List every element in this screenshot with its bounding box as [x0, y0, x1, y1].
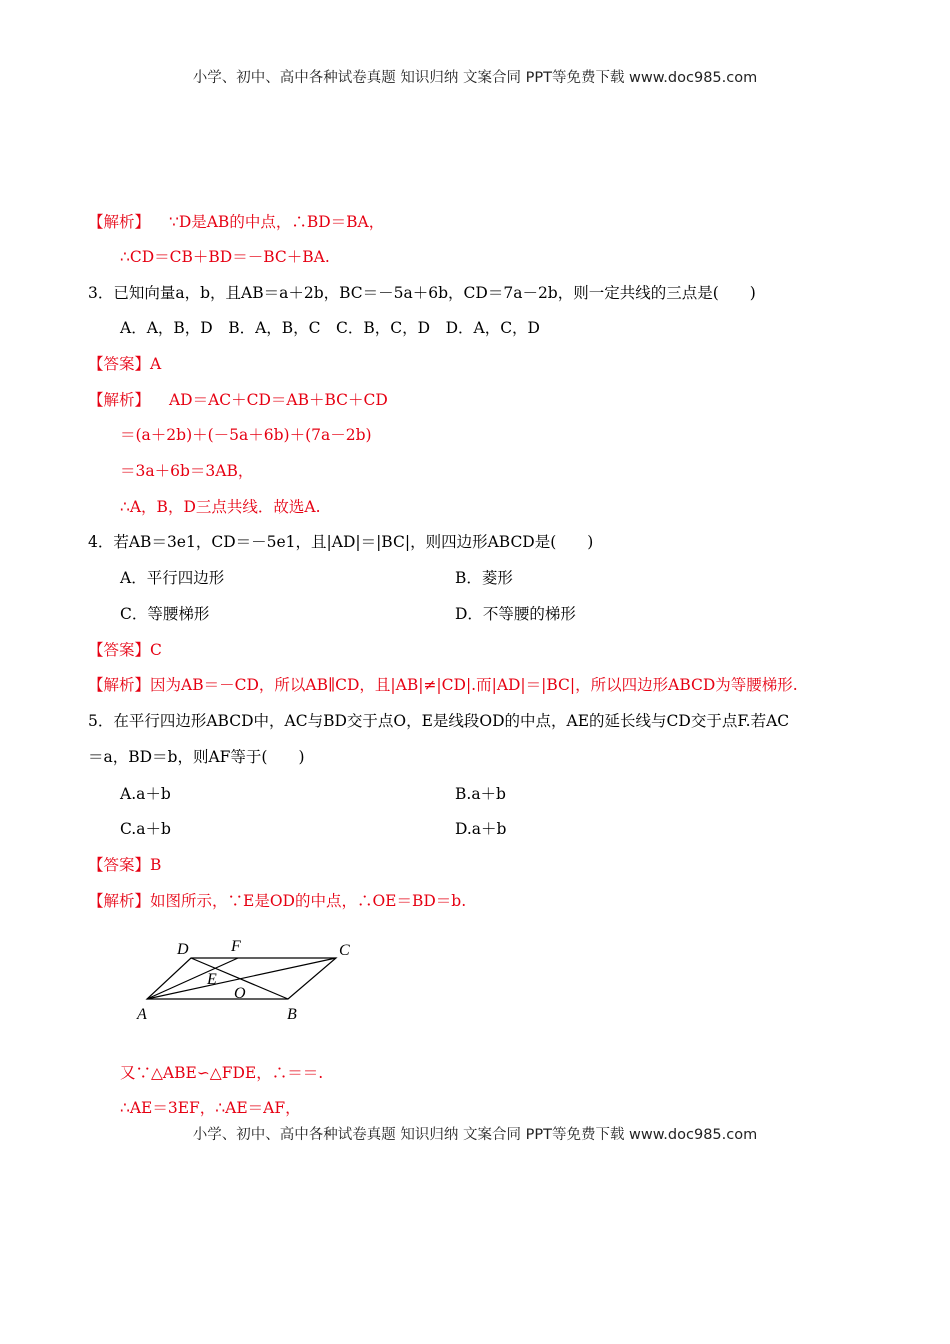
q5-answer [88, 855, 161, 875]
label-f: F [231, 938, 241, 955]
q5-option-c: C.a＋b [120, 820, 171, 838]
q5-option-d: D.a＋b [455, 820, 507, 838]
analysis-label: 【解析】 [88, 676, 151, 694]
q5-analysis-line2: 又∵△ABE∽△FDE，∴＝＝. [120, 1064, 324, 1082]
q4-option-c: C．等腰梯形 [120, 605, 210, 623]
q4-option-b: B．菱形 [455, 569, 513, 587]
q3-analysis-line4: ∴A，B，D三点共线．故选A. [120, 498, 321, 516]
q2-analysis-line2: ∴CD＝CB＋BD＝－BC＋BA. [120, 248, 330, 266]
q5-option-a: A.a＋b [120, 785, 171, 803]
parallelogram-figure [130, 930, 370, 1025]
analysis-label: 【解析】 [88, 892, 151, 910]
q4-stem: 4．若AB＝3e1，CD＝－5e1，且|AD|＝|BC|，则四边形ABCD是( ) [88, 533, 594, 551]
q2-analysis [88, 212, 384, 232]
q3-answer-value: A [150, 355, 162, 373]
q3-analysis-line2: ＝(a＋2b)＋(－5a＋6b)＋(7a－2b) [120, 426, 372, 444]
analysis-label: 【解析】 [88, 213, 151, 231]
answer-label: 【答案】 [88, 856, 151, 874]
q5-stem-line2: ＝a，BD＝b，则AF等于( ) [88, 748, 305, 766]
q2-analysis-line1: ∵D是AB的中点，∴BD＝BA， [168, 213, 385, 231]
q5-answer-value: B [150, 856, 162, 874]
q5-analysis [88, 891, 466, 911]
q5-analysis-line1: 如图所示，∵E是OD的中点，∴OE＝BD＝b. [150, 892, 467, 910]
q3-analysis-line1: AD＝AC＋CD＝AB＋BC＋CD [168, 391, 388, 409]
q4-option-a: A．平行四边形 [120, 569, 225, 587]
label-e: E [207, 971, 217, 988]
q4-analysis-line1: 因为AB＝－CD，所以AB∥CD，且|AB|≠|CD|.而|AD|＝|BC|，所以四边形ABCD为等腰梯形. [150, 676, 798, 694]
answer-label: 【答案】 [88, 355, 151, 373]
q5-stem-line1: 5．在平行四边形ABCD中，AC与BD交于点O，E是线段OD的中点，AE的延长线与CD交于点F.若AC [88, 712, 790, 730]
q3-analysis-line3: ＝3a＋6b＝3AB， [120, 462, 254, 480]
q3-answer [88, 354, 161, 374]
label-c: C [339, 942, 350, 959]
q4-analysis [88, 675, 798, 695]
q5-analysis-line3: ∴AE＝3EF，∴AE＝AF， [120, 1099, 301, 1117]
page-header: 小学、初中、高中各种试卷真题 知识归纳 文案合同 PPT等免费下载 www.doc985.com [192, 70, 758, 86]
label-o: O [234, 985, 246, 1002]
label-b: B [287, 1006, 297, 1023]
q3-stem: 3．已知向量a，b，且AB＝a＋2b，BC＝－5a＋6b，CD＝7a－2b，则一定共线的三点是( ) [88, 284, 756, 302]
page-footer: 小学、初中、高中各种试卷真题 知识归纳 文案合同 PPT等免费下载 www.doc985.com [192, 1127, 758, 1143]
q4-option-d: D．不等腰的梯形 [455, 605, 576, 623]
analysis-label: 【解析】 [88, 391, 151, 409]
q4-answer [88, 640, 162, 660]
q4-answer-value: C [150, 641, 162, 659]
q5-option-b: B.a＋b [455, 785, 506, 803]
q3-options: A．A，B，D B．A，B，C C．B，C，D D．A，C，D [120, 319, 540, 337]
answer-label: 【答案】 [88, 641, 151, 659]
segment-af [147, 958, 238, 999]
q3-analysis [88, 390, 388, 410]
label-d: D [177, 941, 189, 958]
label-a: A [137, 1006, 147, 1023]
